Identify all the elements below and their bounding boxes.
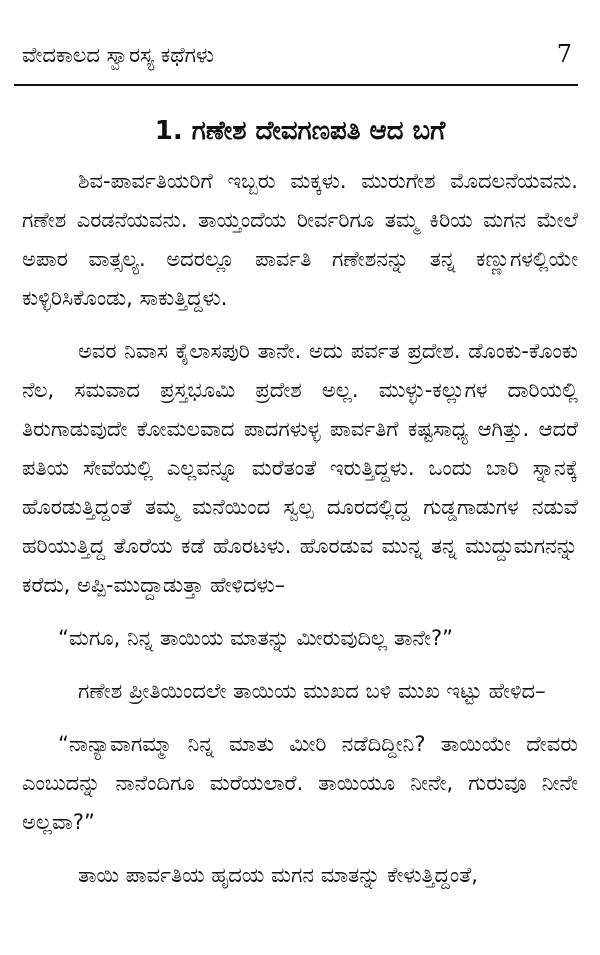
body-text (22, 162, 578, 909)
paragraph-3: ಗಣೇಶ ಪ್ರೀತಿಯಿಂದಲೇ ತಾಯಿಯ ಮುಖದ ಬಳಿ ಮುಖ ಇಟ್ಟು ಹೇಳಿದ– (78, 679, 546, 703)
chapter-title: 1. ಗಣೇಶ ದೇವಗಣಪತಿ ಆದ ಬಗೆ (154, 116, 446, 146)
paragraph-4: ತಾಯಿ ಪಾರ್ವತಿಯ ಹೃದಯ ಮಗನ ಮಾತನ್ನು ಕೇಳುತ್ತಿದ್ದಂತೆ, (78, 863, 478, 887)
running-title: ವೇದಕಾಲದ ಸ್ವಾರಸ್ಯ ಕಥೆಗಳು (22, 43, 215, 67)
paragraph-2: ಅವರ ನಿವಾಸ ಕೈಲಾಸಪುರಿ ತಾನೇ. ಅದು ಪರ್ವತ ಪ್ರದೇಶ. ಡೊಂಕು-ಕೊಂಕು ನೆಲ, ಸಮವಾದ ಪ್ರಸ್ತಭೂಮಿ ಪ್ರದೇಶ ಅಲ್ಲ. ಮುಳ್ಳು-ಕಲ್ಲುಗಳ ದಾರಿಯಲ್ಲಿ ತಿರುಗಾಡುವುದೇ ಕೋಮಲವಾದ ಪಾದಗಳುಳ್ಳ ಪಾರ್ವತಿಗೆ ಕಷ್ಟಸಾಧ್ಯ ಆಗಿತ್ತು. ಆದರೆ ಪತಿಯ ಸೇವೆಯಲ್ಲಿ ಎಲ್ಲವನ್ನೂ ಮರೆತಂತೆ ಇರುತ್ತಿದ್ದಳು. ಒಂದು ಬಾರಿ ಸ್ನಾನಕ್ಕೆ ಹೊರಡುತ್ತಿದ್ದಂತೆ ತಮ್ಮ ಮನೆಯಿಂದ ಸ್ವಲ್ಪ ದೂರದಲ್ಲಿದ್ದ ಗುಡ್ಡಗಾಡುಗಳ ನಡುವೆ ಹರಿಯುತ್ತಿದ್ದ ತೊರೆಯ ಕಡೆ ಹೊರಟಳು. ಹೊರಡುವ ಮುನ್ನ ತನ್ನ ಮುದ್ದುಮಗನನ್ನು ಕರೆದು, ಅಪ್ಪಿ-ಮುದ್ದಾಡುತ್ತಾ ಹೇಳಿದಳು– (22, 339, 578, 597)
running-header (22, 40, 572, 69)
header-divider (14, 84, 578, 86)
page-number: 7 (556, 40, 572, 68)
quote-paragraph-1: “ಮಗೂ, ನಿನ್ನ ತಾಯಿಯ ಮಾತನ್ನು ಮೀರುವುದಿಲ್ಲ ತಾನೇ?” (58, 626, 453, 650)
quote-paragraph-2: “ನಾನ್ಯಾವಾಗಮ್ಮಾ ನಿನ್ನ ಮಾತು ಮೀರಿ ನಡೆದಿದ್ದೀನಿ? ತಾಯಿಯೇ ದೇವರು ಎಂಬುದನ್ನು ನಾನೆಂದಿಗೂ ಮರೆಯಲಾರೆ. ತಾಯಿಯೂ ನೀನೇ, ಗುರುವೂ ನೀನೇ ಅಲ್ಲವಾ?” (22, 732, 578, 834)
paragraph-1: ಶಿವ-ಪಾರ್ವತಿಯರಿಗೆ ಇಬ್ಬರು ಮಕ್ಕಳು. ಮುರುಗೇಶ ಮೊದಲನೆಯವನು. ಗಣೇಶ ಎರಡನೆಯವನು. ತಾಯ್ತಂದೆಯ ರೀರ್ವರಿಗೂ ತಮ್ಮ ಕಿರಿಯ ಮಗನ ಮೇಲೆ ಅಪಾರ ವಾತ್ಸಲ್ಯ. ಅದರಲ್ಲೂ ಪಾರ್ವತಿ ಗಣೇಶನನ್ನು ತನ್ನ ಕಣ್ಣುಗಳಲ್ಲಿಯೇ ಕುಳ್ಳಿರಿಸಿಕೊಂಡು, ಸಾಕುತ್ತಿದ್ದಳು. (22, 169, 578, 310)
